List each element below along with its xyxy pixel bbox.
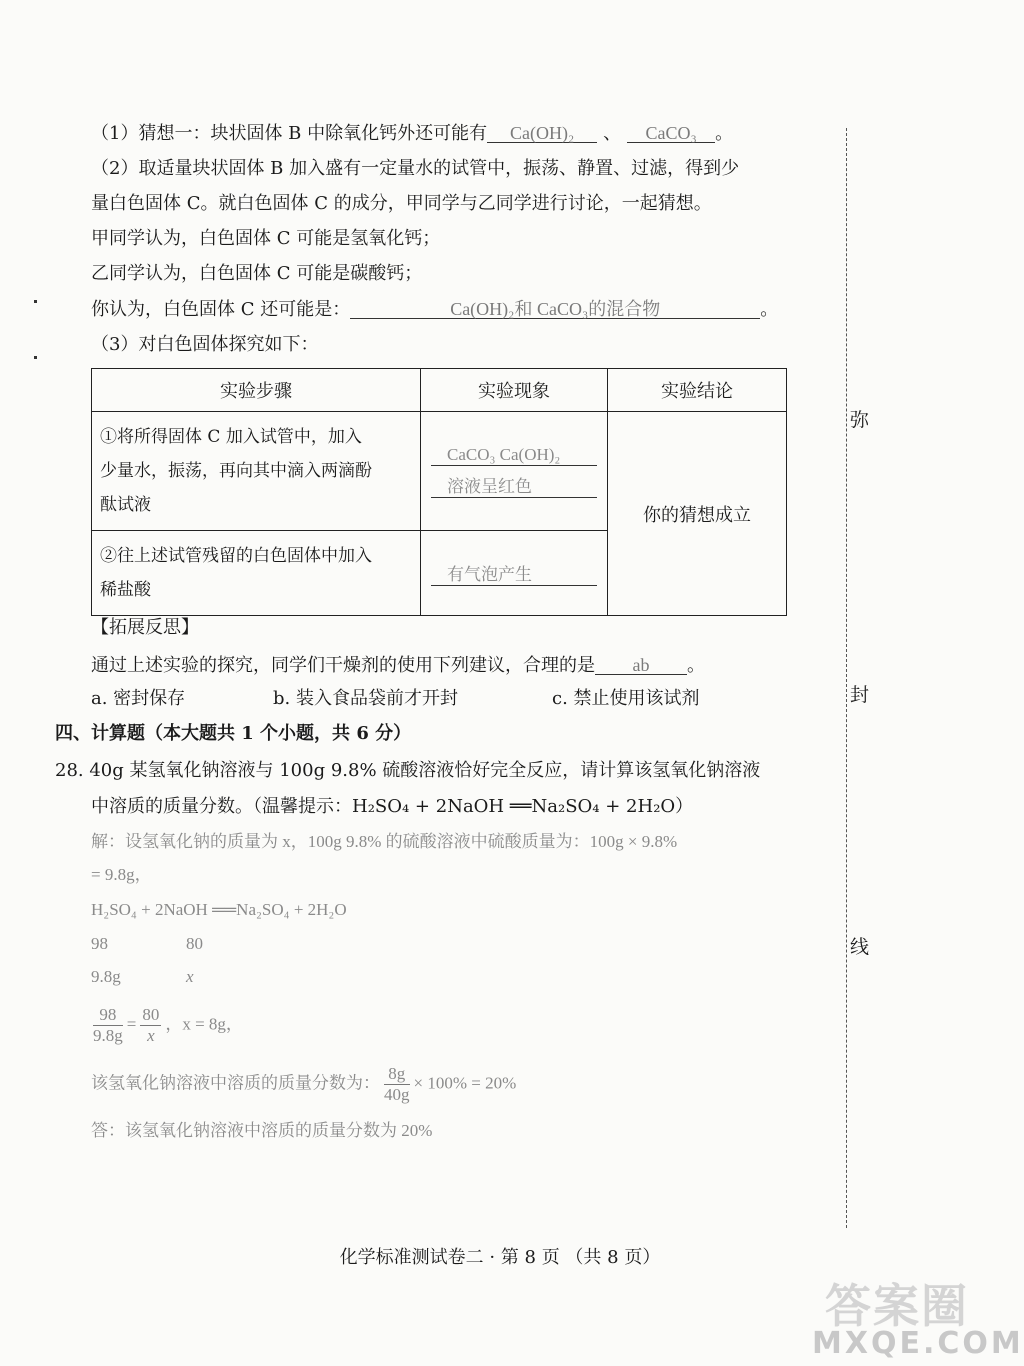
table-cell-observation-2 (421, 531, 608, 616)
experiment-table (91, 368, 787, 616)
q1-answer-2: CaCO₃ (627, 124, 715, 143)
solution-result: ，x = 8g， (165, 1014, 243, 1034)
step-1-line-2: 少量水，振荡，再向其中滴入两滴酚 (100, 461, 372, 481)
fraction-8g-over-40g (384, 1064, 410, 1105)
observation-2-answer: 有气泡产生 (431, 560, 597, 586)
option-c: c. 禁止使用该试剂 (552, 688, 700, 709)
observation-1-answer-2: 溶液呈红色 (431, 472, 597, 498)
step-2-line-2: 稀盐酸 (100, 580, 151, 600)
solution-quantity-2: x (186, 967, 194, 986)
q1-separator: 、 (603, 123, 622, 144)
table-header-steps: 实验步骤 (92, 369, 421, 412)
seal-char-3: 线 (850, 936, 870, 958)
q1-prefix: （1）猜想一：块状固体 B 中除氧化钙外还可能有 (91, 123, 488, 144)
solution-mass-2: 80 (186, 934, 203, 953)
table-header-observations: 实验现象 (421, 369, 608, 412)
seal-char-1: 弥 (850, 409, 870, 431)
option-b: b. 装入食品袋前才开封 (273, 688, 458, 709)
question-28-line-2: 中溶质的质量分数。（温馨提示：H₂SO₄ + 2NaOH ══Na₂SO₄ + 2H₂O） (91, 796, 694, 817)
option-a: a. 密封保存 (91, 688, 186, 709)
solution-percentage-prefix: 该氢氧化钠溶液中溶质的质量分数为： (91, 1073, 380, 1093)
q2-line-5 (91, 300, 778, 319)
q2-line-4: 乙同学认为，白色固体 C 可能是碳酸钙； (91, 263, 423, 284)
q2-line-5-prefix: 你认为，白色固体 C 还可能是： (91, 299, 351, 320)
watermark-mark: 答案圈 (825, 1279, 969, 1333)
solution-equation: H₂SO₄ + 2NaOH ══Na₂SO₄ + 2H₂O (91, 900, 347, 919)
page-footer: 化学标准测试卷二 · 第 8 页 （共 8 页） (339, 1247, 661, 1268)
solution-proportion: $\frac{98}{9.8g}$ = $\frac{80}{x}$ ，x = 8g， (93, 1005, 243, 1045)
question-28-line-1: 28. 40g 某氢氧化钠溶液与 100g 9.8% 硫酸溶液恰好完全反应，请计算该氢氧化钠溶液 (55, 760, 761, 781)
fraction-numerator: 8g (384, 1064, 410, 1085)
table-header-conclusion: 实验结论 (608, 369, 787, 412)
step-2-line-1: ②往上述试管残留的白色固体中加入 (100, 546, 372, 566)
seal-char-2: 封 (850, 684, 870, 706)
q1-suffix: 。 (715, 123, 734, 144)
margin-mark (34, 300, 37, 303)
table-cell-conclusion: 你的猜想成立 (608, 412, 787, 616)
section-4-title: 四、计算题（本大题共 1 个小题，共 6 分） (55, 723, 412, 744)
solution-answer: 答：该氢氧化钠溶液中溶质的质量分数为 20% (91, 1121, 433, 1140)
solution-percentage-result: × 100% = 20% (413, 1073, 517, 1093)
extension-question-suffix: 。 (687, 655, 705, 676)
q2-answer: Ca(OH)₂和 CaCO₃的混合物 (350, 300, 760, 319)
table-cell-observation-1 (421, 412, 608, 531)
q2-line-5-suffix: 。 (760, 299, 779, 320)
q2-line-1: （2）取适量块状固体 B 加入盛有一定量水的试管中，振荡、静置、过滤，得到少 (91, 158, 740, 179)
step-1-line-3: 酞试液 (100, 495, 151, 515)
watermark-url: MXQE.COM (812, 1326, 1024, 1361)
seal-line (846, 128, 847, 1228)
table-cell-step-2 (92, 531, 421, 616)
extension-question (91, 656, 705, 675)
extension-answer: ab (595, 656, 687, 675)
table-cell-step-1 (92, 412, 421, 531)
solution-quantity-1: 9.8g (91, 967, 121, 986)
q2-line-3: 甲同学认为，白色固体 C 可能是氢氧化钙； (91, 228, 441, 249)
q3-title: （3）对白色固体探究如下： (91, 334, 319, 355)
step-1-line-1: ①将所得固体 C 加入试管中，加入 (100, 427, 362, 447)
fraction-numerator: 98 (93, 1005, 123, 1026)
observation-1-answer-1: CaCO₃ Ca(OH)₂ (431, 445, 597, 466)
extension-question-prefix: 通过上述实验的探究，同学们干燥剂的使用下列建议，合理的是 (91, 655, 595, 676)
fraction-98-over-9.8g (93, 1005, 123, 1046)
table-row (92, 412, 787, 531)
fraction-denominator: x (147, 1026, 155, 1045)
extension-title: 【拓展反思】 (91, 617, 199, 638)
solution-mass-1: 98 (91, 934, 108, 953)
solution-percentage (91, 1064, 516, 1105)
q1-line (91, 124, 733, 143)
fraction-denominator: 9.8g (93, 1026, 123, 1045)
fraction-numerator: 80 (142, 1005, 160, 1024)
watermark-logo (812, 1270, 1024, 1361)
q2-line-2: 量白色固体 C。就白色固体 C 的成分，甲同学与乙同学进行讨论，一起猜想。 (91, 193, 712, 214)
q1-answer-1: Ca(OH)₂ (487, 124, 597, 143)
solution-line-1: 解：设氢氧化钠的质量为 x，100g 9.8% 的硫酸溶液中硫酸质量为：100g × 9.8% (91, 832, 678, 851)
fraction-80-over-x (140, 1005, 161, 1046)
table-header-row (92, 369, 787, 412)
fraction-denominator: 40g (384, 1085, 410, 1104)
margin-mark (34, 356, 37, 359)
solution-line-2: = 9.8g， (91, 865, 152, 884)
